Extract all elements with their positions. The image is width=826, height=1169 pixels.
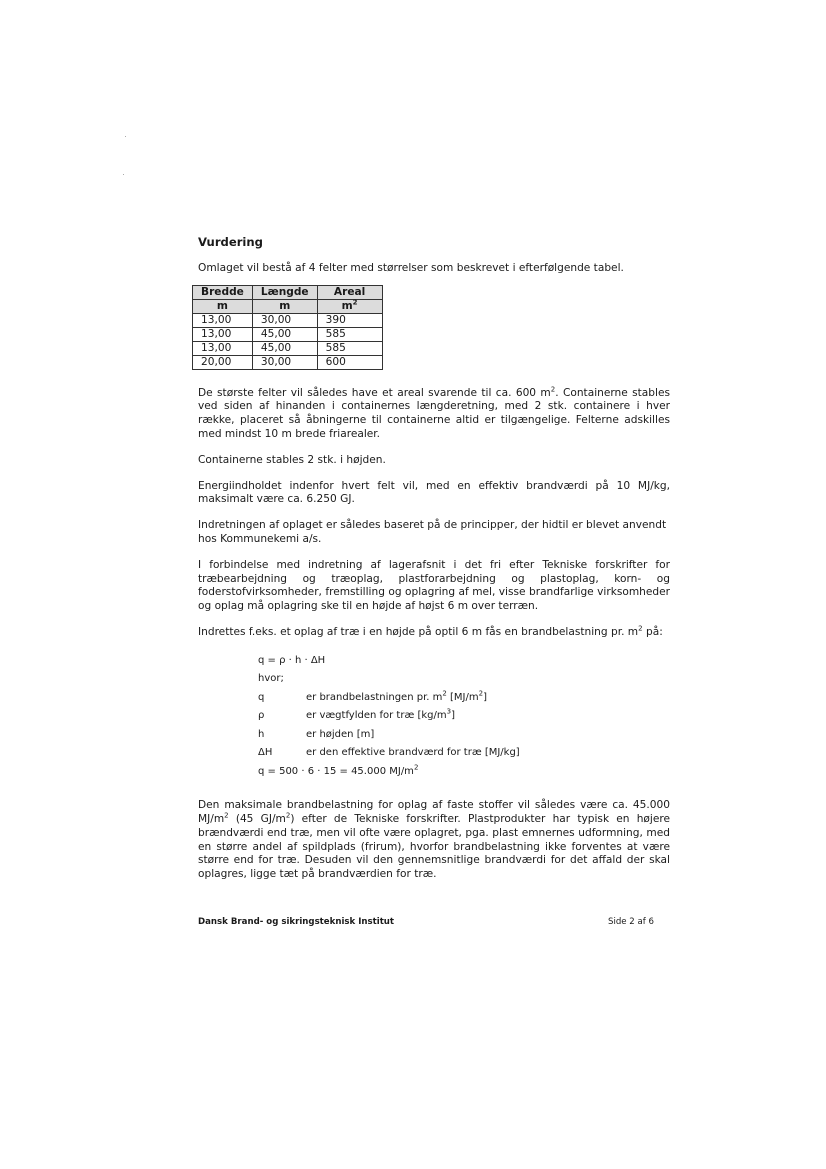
table-cell: 20,00: [193, 355, 253, 369]
stacking-paragraph: Containerne stables 2 stk. i højden.: [198, 453, 386, 466]
regulations-paragraph: I forbindelse med indretning af lagerafsnit i det fri efter Tekniske forskrifter for træbearbejdning og træoplag, plastforarbejdning og plastoplag, korn- og foderstofvirksomheder, fremstilling og oplagring af mel, visse brandfarlige virksomheder og oplag må oplagring ske til en højde af højst 6 m over terræn.: [198, 558, 670, 613]
table-cell: 45,00: [252, 341, 317, 355]
field-area-paragraph: De største felter vil således have et areal svarende til ca. 600 $m^2$. Containerne stables ved siden af hinanden i containernes længderetning, med 2 stk. containere i hver række, placeret så åbningerne til containerne altid er tilgængelige. Felterne adskilles med mindst 10 m brede friarealer.: [198, 385, 671, 440]
formula-symbol: h: [258, 728, 265, 740]
formula-description: er den effektive brandværd for træ [MJ/kg]: [306, 747, 520, 759]
table-unit-row: [193, 299, 383, 313]
table-cell: 13,00: [193, 313, 253, 327]
table-row: [193, 355, 383, 369]
formula-definition: [258, 726, 670, 745]
table-header: Areal: [317, 285, 382, 299]
energy-paragraph: Energiindholdet indenfor hvert felt vil, med en effektiv brandværdi på 10 MJ/kg, maksimalt være ca. 6.250 GJ.: [198, 479, 670, 506]
table-unit: m: [252, 299, 317, 313]
formula-description: er vægtfylden for træ $[kg/m^3]$: [306, 707, 455, 722]
document-body: [198, 236, 670, 882]
formula-equation: q = ρ · h · ΔH: [258, 654, 326, 666]
table-row: [193, 327, 383, 341]
table-header: Længde: [252, 285, 317, 299]
section-heading: Vurdering: [198, 235, 263, 249]
formula-symbol: ΔH: [258, 747, 273, 759]
intro-paragraph: Omlaget vil bestå af 4 felter med størrelser som beskrevet i efterfølgende tabel.: [198, 261, 624, 274]
fire-load-formula: [258, 652, 670, 782]
table-cell: 585: [317, 327, 382, 341]
table-cell: 390: [317, 313, 382, 327]
table-cell: 30,00: [252, 313, 317, 327]
scan-speck: [125, 136, 126, 137]
table-cell: 13,00: [193, 327, 253, 341]
formula-definition: [258, 744, 670, 763]
table-row: [193, 341, 383, 355]
table-row: [193, 313, 383, 327]
table-cell: 45,00: [252, 327, 317, 341]
formula-symbol: q: [258, 691, 265, 703]
page-number: Side 2 af 6: [607, 917, 654, 927]
table-header-row: [193, 285, 383, 299]
table-unit: $m^2$: [317, 299, 382, 313]
field-dimensions-table: [192, 285, 383, 370]
table-cell: 585: [317, 341, 382, 355]
formula-description: er brandbelastningen pr. $m^2$ $[MJ/m^2]$: [306, 689, 487, 703]
formula-result: q = 500 · 6 · 15 = 45.000 $MJ/m^2$: [258, 763, 419, 777]
fire-load-intro-paragraph: Indrettes f.eks. et oplag af træ i en højde på optil 6 m fås en brandbelastning pr. $m^2$ på:: [198, 624, 663, 638]
page-footer: [198, 917, 654, 927]
formula-description: er højden [m]: [306, 728, 375, 740]
table-cell: 13,00: [193, 341, 253, 355]
table-header: Bredde: [193, 285, 253, 299]
table-cell: 600: [317, 355, 382, 369]
formula-where: hvor;: [258, 673, 284, 685]
formula-definition: [258, 689, 670, 708]
principles-paragraph: Indretningen af oplaget er således baseret på de principper, der hidtil er blevet anvendt hos Kommunekemi a/s.: [198, 519, 667, 545]
scan-speck: [123, 174, 124, 175]
table-unit: m: [193, 299, 253, 313]
table-cell: 30,00: [252, 355, 317, 369]
formula-symbol: ρ: [258, 710, 265, 722]
footer-institute: Dansk Brand- og sikringsteknisk Institut: [198, 917, 395, 927]
formula-definition: [258, 707, 670, 726]
conclusion-paragraph: Den maksimale brandbelastning for oplag af faste stoffer vil således være ca. 45.000 $MJ/m^2$ (45 $GJ/m^2$) efter de Tekniske forskrifter. Plastprodukter har typisk en højere brændværdi end træ, men vil ofte være oplagret, pga. plast emnernes udformning, med en større andel af spildplads (frirum), hvorfor brandbelastning ikke forventes at være større end for træ. Desuden vil den gennemsnitlige brandværdi for det affald der skal oplagres, ligge tæt på brandværdien for træ.: [198, 799, 670, 881]
